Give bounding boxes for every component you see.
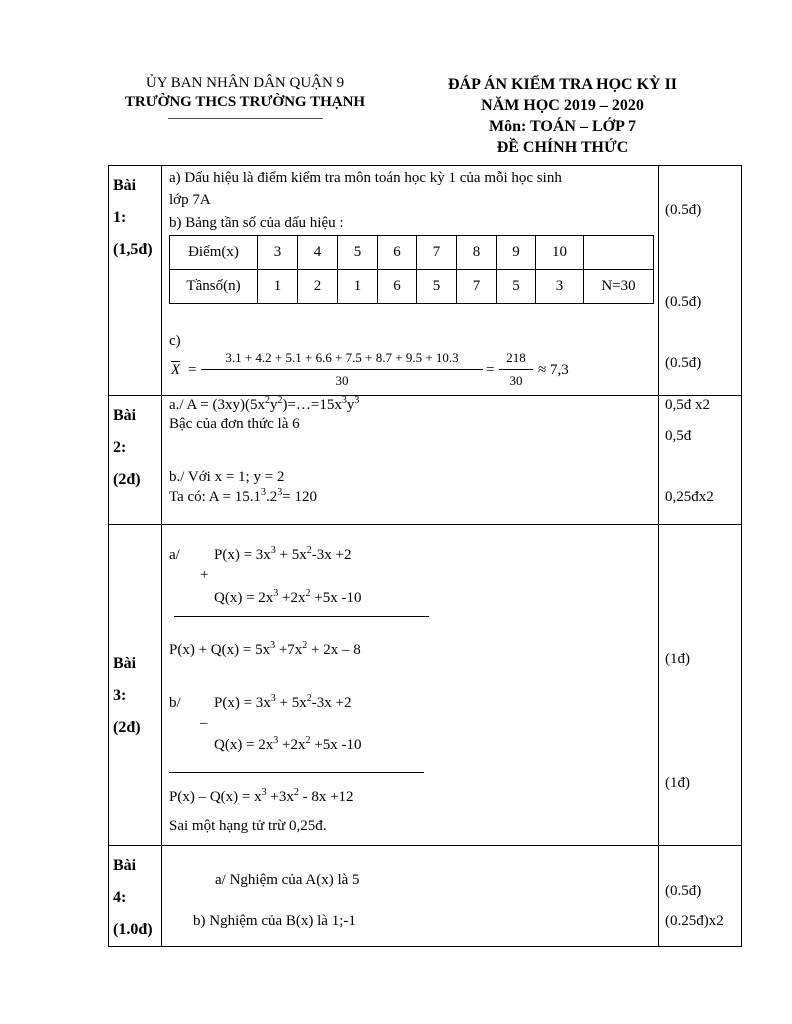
freq-row-score — [170, 236, 654, 270]
freq-cell: 10 — [536, 236, 584, 270]
freq-header-x: Điểm(x) — [170, 236, 258, 270]
result-fraction — [499, 350, 533, 389]
freq-cell: 3 — [536, 270, 584, 304]
bai3-content-cell — [162, 525, 659, 846]
bai3-note: Sai một hạng tử trừ 0,25đ. — [169, 818, 327, 834]
mean-result: ≈ 7,3 — [538, 362, 569, 378]
bai3-score-a: (1đ) — [665, 651, 690, 667]
bai3-score-b: (1đ) — [665, 775, 690, 791]
mean-fraction — [201, 350, 483, 389]
bai2-score-a2: 0,5đ — [665, 428, 692, 444]
bai1-score-c: (0.5đ) — [665, 355, 702, 371]
bai2-taco: Ta có: $A = 15.1^3.2^3= 120$ — [169, 487, 317, 505]
header-left — [100, 74, 390, 119]
bai1-a-line2: lớp 7A — [169, 192, 211, 208]
school-year: NĂM HỌC 2019 – 2020 — [481, 97, 644, 114]
bai2-number: 2: — [113, 439, 127, 456]
bai2-degree: Bậc của đơn thức là 6 — [169, 416, 300, 432]
sum-line — [174, 616, 429, 617]
eq-sign: = — [486, 362, 495, 378]
bai1-row — [109, 166, 742, 396]
bai2-row — [109, 396, 742, 525]
poly-sum: $P(x) + Q(x) = 5x^3 +7x^2 + 2x - 8$ — [169, 640, 361, 658]
poly-q1: $Q(x) = 2x^3 +2x^2 +5x$ -10 — [214, 588, 362, 606]
bai4-content-cell — [162, 846, 659, 947]
bai1-label: Bài — [113, 177, 137, 194]
bai4-label: Bài — [113, 857, 137, 874]
bai2-label: Bài — [113, 407, 137, 424]
bai1-c-label: c) — [169, 333, 181, 349]
bai3-number: 3: — [113, 687, 127, 704]
bai3-a-label: a/ — [169, 547, 180, 563]
doc-title: ĐÁP ÁN KIỂM TRA HỌC KỲ II — [447, 76, 678, 93]
bai2-a-line: a./ $A = (3xy)(5x^2y^2)=\dots=15x^3y^3$ — [169, 395, 360, 413]
freq-cell: 5 — [338, 236, 378, 270]
freq-cell: 7 — [457, 270, 497, 304]
bai4-number: 4: — [113, 889, 127, 906]
bai2-score-b: 0,25đx2 — [665, 489, 714, 505]
freq-cell: 3 — [258, 236, 298, 270]
bai1-score-cell — [659, 166, 742, 396]
freq-total: N=30 — [584, 270, 654, 304]
bai1-b-line: b) Bảng tần số của dấu hiệu : — [169, 215, 344, 231]
bai4-a: a/ Nghiệm của A(x) là 5 — [215, 872, 360, 888]
bai3-b-label: b/ — [169, 695, 181, 711]
result-denominator: 30 — [509, 373, 523, 388]
mean-denominator: 30 — [335, 373, 349, 388]
freq-cell: 6 — [378, 236, 417, 270]
freq-cell: 9 — [497, 236, 536, 270]
freq-cell: 1 — [338, 270, 378, 304]
official-label: ĐỀ CHÍNH THỨC — [496, 139, 629, 156]
freq-cell: 8 — [457, 236, 497, 270]
bai3-label-cell — [109, 525, 162, 846]
bai4-row — [109, 846, 742, 947]
freq-cell: 7 — [417, 236, 457, 270]
freq-cell: 5 — [497, 270, 536, 304]
bai4-points: (1.0đ) — [113, 921, 153, 938]
bai1-label-cell — [109, 166, 162, 396]
bai3-score-cell — [659, 525, 742, 846]
bai1-content-cell — [162, 166, 659, 396]
bai3-points: (2đ) — [113, 719, 141, 736]
bai3-label: Bài — [113, 655, 137, 672]
result-numerator: 218 — [499, 350, 533, 370]
bai1-number: 1: — [113, 209, 127, 226]
plus-sign: + — [200, 567, 209, 583]
bai4-score-b: (0.25đ)x2 — [665, 913, 724, 929]
mean-numerator: 3.1 + 4.2 + 5.1 + 6.6 + 7.5 + 8.7 + 9.5 + 10.3 — [201, 350, 483, 370]
poly-p1: $P(x) = 3x^3 + 5x^2-3x +2$ — [214, 545, 352, 563]
bai1-a-line1: a) Dấu hiệu là điểm kiểm tra môn toán học kỳ 1 của mỗi học sinh — [169, 170, 562, 186]
bai2-b-line: b./ Với x = 1; y = 2 — [169, 469, 285, 485]
bai2-content-cell — [162, 396, 659, 525]
bai1-points: (1,5đ) — [113, 241, 153, 258]
header-underline — [168, 118, 323, 119]
freq-cell: 1 — [258, 270, 298, 304]
bai1-score-b: (0.5đ) — [665, 294, 702, 310]
diff-line — [169, 772, 424, 773]
bai2-label-cell — [109, 396, 162, 525]
bai2-score-a: 0,5đ x2 — [665, 397, 710, 413]
freq-cell: 2 — [298, 270, 338, 304]
minus-sign: – — [200, 715, 208, 731]
poly-diff: $P(x) - Q(x) = x^3 +3x^2 - 8x +12$ — [169, 787, 354, 805]
freq-row-count — [170, 270, 654, 304]
bai4-score-a: (0.5đ) — [665, 883, 702, 899]
bai4-label-cell — [109, 846, 162, 947]
freq-cell: 6 — [378, 270, 417, 304]
freq-cell — [584, 236, 654, 270]
freq-cell: 5 — [417, 270, 457, 304]
subject: Môn: TOÁN – LỚP 7 — [489, 118, 636, 135]
frequency-table — [169, 235, 654, 304]
freq-cell: 4 — [298, 236, 338, 270]
bai2-score-cell — [659, 396, 742, 525]
bai3-row — [109, 525, 742, 846]
mean-symbol: $\overline{X}$ — [171, 362, 181, 378]
bai2-points: (2đ) — [113, 471, 141, 488]
freq-header-n: Tầnsố(n) — [170, 270, 258, 304]
bai4-score-cell — [659, 846, 742, 947]
district-committee: ỦY BAN NHÂN DÂN QUẬN 9 — [145, 75, 345, 91]
answer-table — [108, 165, 742, 947]
eq-sign: = — [188, 362, 197, 378]
school-name: TRƯỜNG THCS TRƯỜNG THẠNH — [124, 94, 366, 110]
bai1-score-a: (0.5đ) — [665, 202, 702, 218]
header-right — [420, 74, 705, 158]
poly-p2: $P(x) = 3x^3 + 5x^2-3x +2$ — [214, 693, 352, 711]
poly-q2: $Q(x) = 2x^3 +2x^2 +5x$ -10 — [214, 735, 362, 753]
bai4-b: b) Nghiệm của B(x) là 1;-1 — [193, 913, 356, 929]
